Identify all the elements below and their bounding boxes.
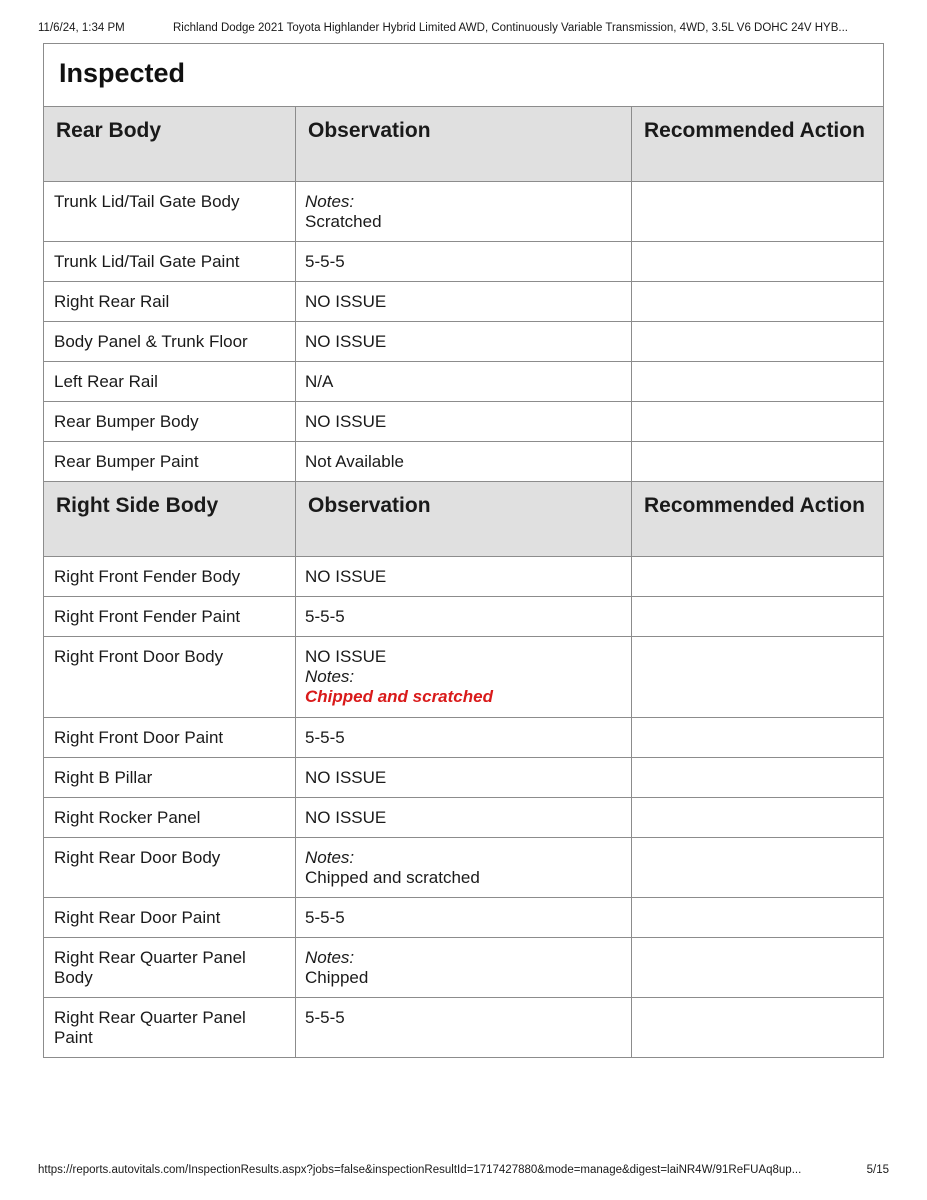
recommended-action-cell	[632, 898, 884, 938]
table-row	[44, 442, 884, 482]
table-row	[44, 938, 884, 998]
recommended-action-cell	[632, 798, 884, 838]
item-name: Right Front Fender Body	[44, 557, 296, 597]
observation-value: NO ISSUE	[296, 557, 632, 597]
item-name: Right B Pillar	[44, 758, 296, 798]
recommended-action-header: Recommended Action	[632, 482, 884, 557]
recommended-action-cell	[632, 597, 884, 637]
table-row	[44, 182, 884, 242]
report-url[interactable]: https://reports.autovitals.com/InspectionResults.aspx?jobs=false&inspectionResultId=1717427880&mode=manage&digest=laiNR4W/91ReFUAq8up...	[38, 1164, 802, 1176]
recommended-action-cell	[632, 442, 884, 482]
observation-value: 5-5-5	[296, 718, 632, 758]
observation-header: Observation	[296, 482, 632, 557]
print-datetime: 11/6/24, 1:34 PM	[38, 22, 125, 34]
recommended-action-cell	[632, 637, 884, 718]
inspected-title: Inspected	[44, 44, 884, 107]
item-name: Left Rear Rail	[44, 362, 296, 402]
table-row	[44, 242, 884, 282]
observation-value: NO ISSUE	[305, 647, 387, 666]
section-header-rear-body	[44, 107, 884, 182]
recommended-action-cell	[632, 998, 884, 1058]
observation-cell	[296, 938, 632, 998]
print-footer	[38, 1164, 889, 1176]
item-name: Right Rear Door Paint	[44, 898, 296, 938]
observation-header: Observation	[296, 107, 632, 182]
item-name: Body Panel & Trunk Floor	[44, 322, 296, 362]
table-row	[44, 362, 884, 402]
table-row	[44, 597, 884, 637]
notes-label: Notes:	[305, 192, 355, 211]
item-name: Right Front Fender Paint	[44, 597, 296, 637]
notes-label: Notes:	[305, 667, 355, 686]
recommended-action-cell	[632, 282, 884, 322]
item-name: Rear Bumper Paint	[44, 442, 296, 482]
observation-value: NO ISSUE	[296, 402, 632, 442]
page-number: 5/15	[866, 1164, 889, 1176]
observation-value: NO ISSUE	[296, 322, 632, 362]
item-name: Right Rear Door Body	[44, 838, 296, 898]
table-row	[44, 282, 884, 322]
section-title: Rear Body	[44, 107, 296, 182]
table-row	[44, 998, 884, 1058]
print-header	[38, 22, 889, 34]
recommended-action-cell	[632, 718, 884, 758]
notes-label: Notes:	[305, 948, 355, 967]
item-name: Right Rocker Panel	[44, 798, 296, 838]
observation-cell	[296, 838, 632, 898]
table-row	[44, 758, 884, 798]
observation-value: 5-5-5	[296, 242, 632, 282]
item-name: Trunk Lid/Tail Gate Body	[44, 182, 296, 242]
table-row	[44, 402, 884, 442]
table-row	[44, 557, 884, 597]
print-title: Richland Dodge 2021 Toyota Highlander Hybrid Limited AWD, Continuously Variable Transmission, 4WD, 3.5L V6 DOHC 24V HYB...	[173, 22, 848, 34]
recommended-action-cell	[632, 758, 884, 798]
observation-value: 5-5-5	[296, 597, 632, 637]
observation-value: 5-5-5	[296, 898, 632, 938]
notes-text: Chipped and scratched	[305, 868, 480, 887]
recommended-action-cell	[632, 938, 884, 998]
notes-label: Notes:	[305, 848, 355, 867]
recommended-action-cell	[632, 402, 884, 442]
recommended-action-cell	[632, 557, 884, 597]
item-name: Right Front Door Body	[44, 637, 296, 718]
section-header-right-side-body	[44, 482, 884, 557]
table-row	[44, 798, 884, 838]
observation-value: NO ISSUE	[296, 758, 632, 798]
recommended-action-cell	[632, 362, 884, 402]
table-row	[44, 838, 884, 898]
observation-value: 5-5-5	[296, 998, 632, 1058]
table-row	[44, 637, 884, 718]
observation-value: N/A	[296, 362, 632, 402]
observation-cell	[296, 182, 632, 242]
notes-text: Scratched	[305, 212, 382, 231]
item-name: Right Rear Quarter Panel Body	[44, 938, 296, 998]
recommended-action-cell	[632, 322, 884, 362]
recommended-action-header: Recommended Action	[632, 107, 884, 182]
item-name: Right Rear Quarter Panel Paint	[44, 998, 296, 1058]
table-row	[44, 718, 884, 758]
item-name: Rear Bumper Body	[44, 402, 296, 442]
observation-cell	[296, 637, 632, 718]
recommended-action-cell	[632, 182, 884, 242]
inspection-table	[43, 43, 884, 1058]
item-name: Right Rear Rail	[44, 282, 296, 322]
observation-value: Not Available	[296, 442, 632, 482]
recommended-action-cell	[632, 838, 884, 898]
item-name: Right Front Door Paint	[44, 718, 296, 758]
table-row	[44, 898, 884, 938]
recommended-action-cell	[632, 242, 884, 282]
observation-value: NO ISSUE	[296, 282, 632, 322]
notes-text: Chipped	[305, 968, 369, 987]
observation-value: NO ISSUE	[296, 798, 632, 838]
notes-text-alert: Chipped and scratched	[305, 687, 493, 706]
item-name: Trunk Lid/Tail Gate Paint	[44, 242, 296, 282]
table-row	[44, 322, 884, 362]
section-title: Right Side Body	[44, 482, 296, 557]
